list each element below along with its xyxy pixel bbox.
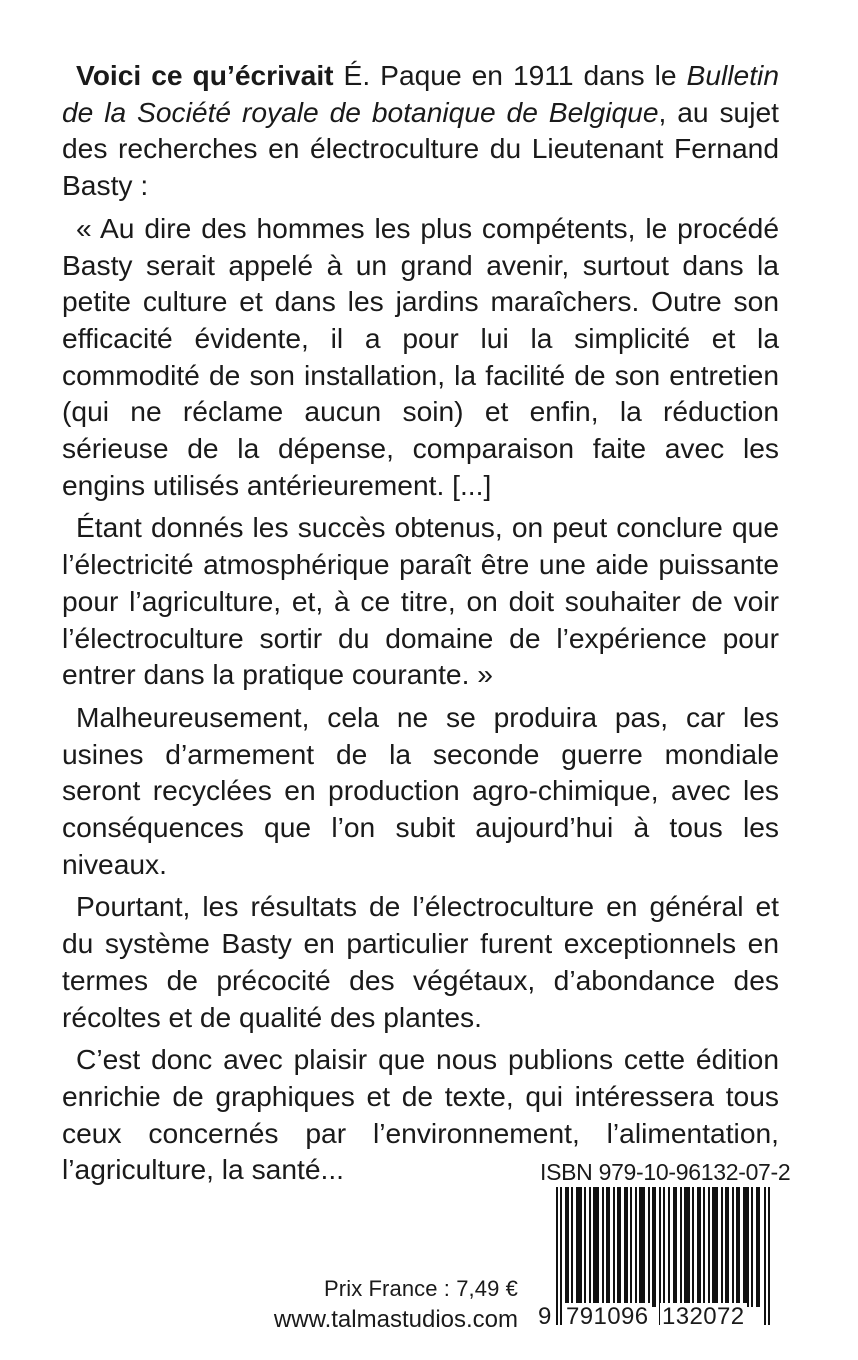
barcode-digits <box>536 1303 782 1343</box>
paragraph-quote-2: Étant donnés les succès obtenus, on peut conclure que l’électricité atmosphérique paraît être une aide puissante pour l’agriculture, et, à ce titre, on doit souhaiter de voir l’électroculture sortir du domaine de l’expérience pour entrer dans la pratique courante. » <box>62 511 779 691</box>
intro-lead: Voici ce qu’écrivait <box>76 59 334 91</box>
barcode-block <box>536 1159 791 1353</box>
paragraph-edition: C’est donc avec plaisir que nous publions cette édition enrichie de graphiques et de texte, qui intéressera tous ceux concernés par l’environnement, l’alimentation, l’agriculture, la santé... <box>62 1043 779 1186</box>
intro-text: É. Paque en 1911 dans le <box>333 59 687 91</box>
barcode-digit-lead: 9 <box>538 1303 552 1330</box>
back-cover-text <box>62 57 779 1194</box>
paragraph-unfortunately: Malheureusement, cela ne se produira pas, car les usines d’armement de la seconde guerre mondiale seront recyclées en production agro-chimique, avec les conséquences que l’on subit aujourd’hui à tous les niveaux. <box>62 700 779 880</box>
bulletin-title: Bulletin de la Société royale de botanique de Belgique <box>62 59 779 128</box>
website-link[interactable]: www.talmastudios.com <box>273 1306 518 1333</box>
paragraph-quote-1: « Au dire des hommes les plus compétents, le procédé Basty serait appelé à un grand avenir, surtout dans la petite culture et dans les jardins maraîchers. Outre son efficacité évidente, il a pour lui la simplicité et la commodité de son installation, la facilité de son entretien (qui ne réclame aucun soin) et enfin, la réduction sérieuse de la dépense, comparaison faite avec les engins utilisés antérieurement. [...] <box>62 211 779 501</box>
barcode-digits-right: 132072 <box>662 1303 745 1330</box>
barcode-digits-left: 791096 <box>566 1303 649 1330</box>
paragraph-intro <box>62 57 779 204</box>
isbn-label: ISBN 979-10-96132-07-2 <box>540 1159 791 1185</box>
price-label: Prix France : 7,49 € <box>324 1276 518 1301</box>
paragraph-results: Pourtant, les résultats de l’électroculture en général et du système Basty en particulier furent exceptionnels en termes de précocité des végétaux, d’abondance des récoltes et de qualité des plantes. <box>62 890 779 1033</box>
intro-end: , au sujet des recherches en électroculture du Lieutenant Fernand Basty : <box>62 95 779 202</box>
